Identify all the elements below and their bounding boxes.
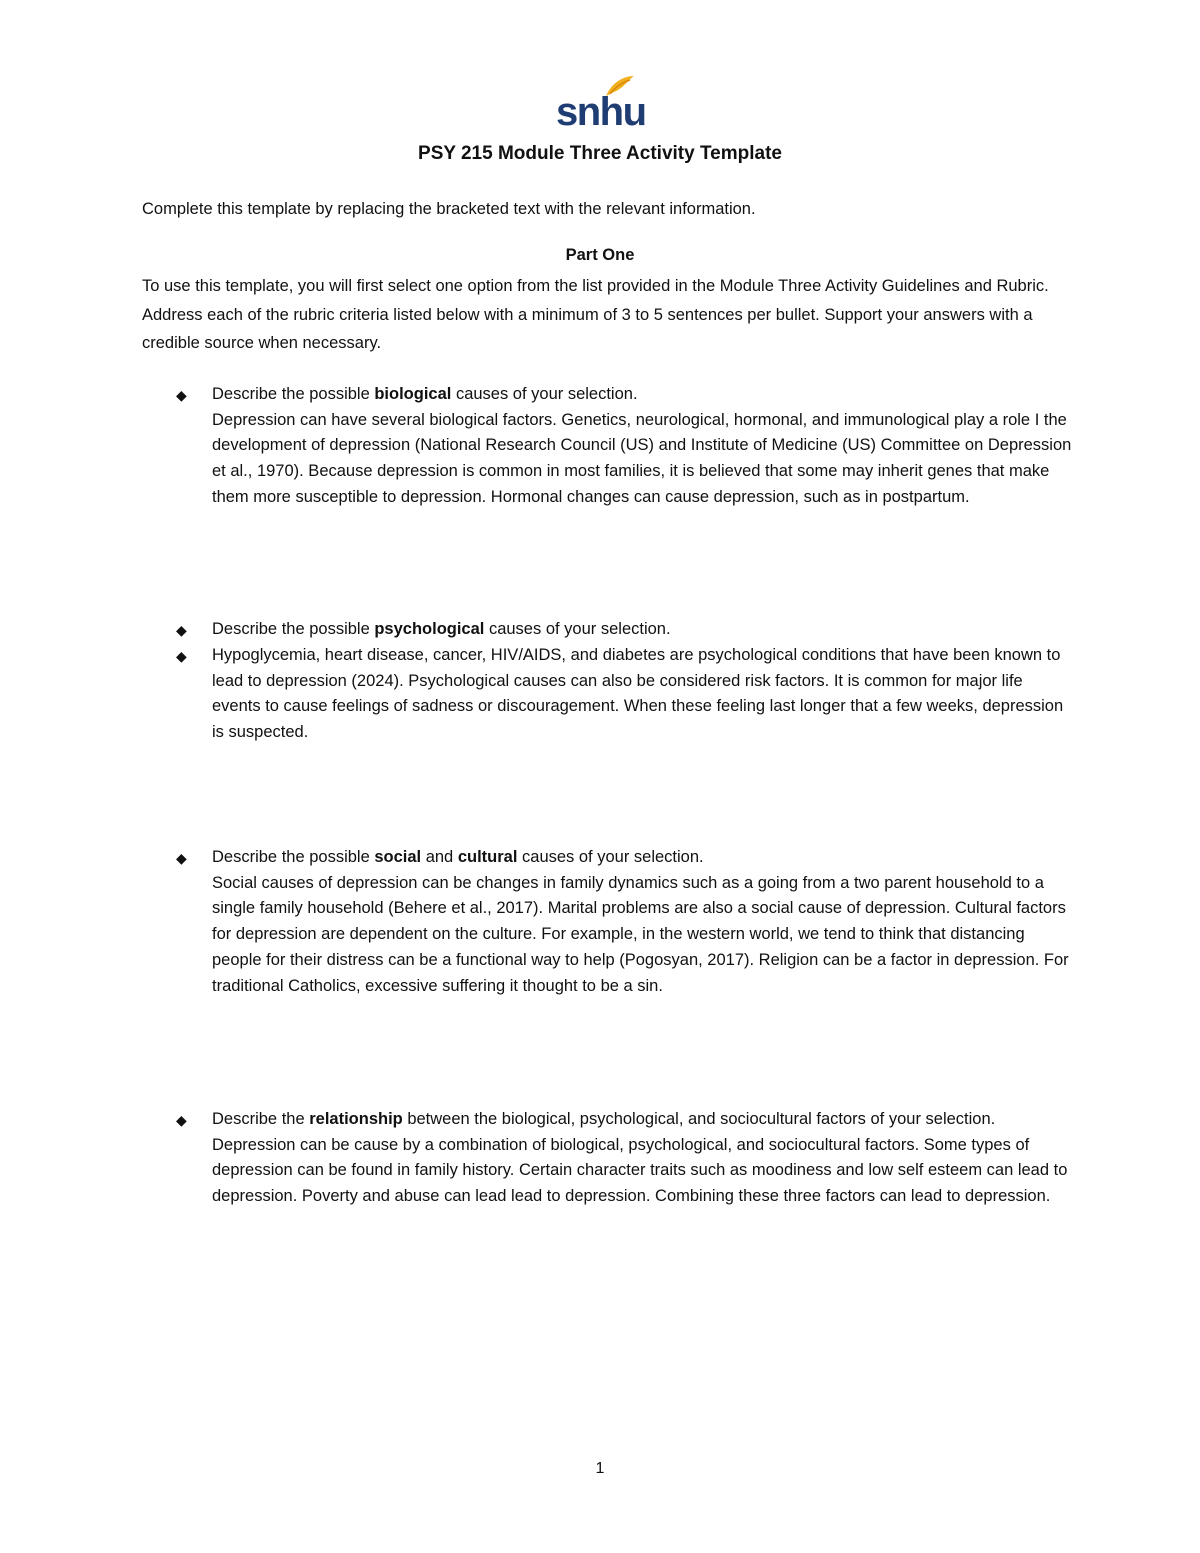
page-number: 1 xyxy=(595,1460,605,1477)
bullet-icon: ◆ xyxy=(176,387,187,403)
section-psychological-answer xyxy=(212,643,1072,746)
section-prompt-bold: biological xyxy=(374,385,452,403)
section-relationship xyxy=(212,1107,1072,1210)
logo-wordmark: snhu xyxy=(556,90,646,134)
section-prompt-post: between the biological, psychological, and sociocultural factors of your selection. xyxy=(402,1110,996,1128)
part-one-intro: To use this template, you will first select one option from the list provided in the Module Three Activity Guidelines and Rubric. Address each of the rubric criteria listed below with a minimum of 3 to 5 sentences per bullet. Support your answers with a credible source when necessary. xyxy=(142,277,1049,352)
bullet-icon: ◆ xyxy=(176,648,187,664)
bullet-icon: ◆ xyxy=(176,850,187,866)
bullet-icon: ◆ xyxy=(176,622,187,638)
section-prompt-bold: social xyxy=(374,848,422,866)
section-social-cultural xyxy=(212,845,1072,999)
document-title: PSY 215 Module Three Activity Template xyxy=(418,143,782,164)
section-prompt-mid: and xyxy=(421,848,458,866)
section-prompt-pre: Describe the possible xyxy=(212,848,375,866)
part-one-heading: Part One xyxy=(565,246,635,264)
section-answer: Social causes of depression can be changes in family dynamics such as a going from a two parent household to a single family household (Behere et al., 2017). Marital problems are also a social cause of depression. Cultural factors for depression are dependent on the culture. For example, in the western world, we tend to think that distancing people for their distress can be a functional way to help (Pogosyan, 2017). Religion can be a factor in depression. For traditional Catholics, excessive suffering it thought to be a sin. xyxy=(212,873,1069,995)
instructions-text: Complete this template by replacing the bracketed text with the relevant information. xyxy=(142,200,756,218)
section-prompt-bold: psychological xyxy=(374,620,485,638)
section-prompt-pre: Describe the possible xyxy=(212,385,375,403)
bullet-icon: ◆ xyxy=(176,1112,187,1128)
section-prompt-bold: relationship xyxy=(309,1110,403,1128)
section-prompt-pre: Describe the possible xyxy=(212,620,375,638)
section-prompt-post: causes of your selection. xyxy=(451,385,638,403)
section-prompt-bold-2: cultural xyxy=(457,848,518,866)
section-prompt-pre: Describe the xyxy=(212,1110,310,1128)
section-answer: Depression can be cause by a combination of biological, psychological, and sociocultural factors. Some types of depression can be found in family history. Certain character traits such as moodiness and low self esteem can lead to depression. Poverty and abuse can lead lead to depression. Combining these three factors can lead to depression. xyxy=(212,1135,1068,1206)
section-biological xyxy=(212,382,1072,511)
section-prompt-post: causes of your selection. xyxy=(484,620,671,638)
snhu-logo xyxy=(556,74,646,134)
section-prompt-post: causes of your selection. xyxy=(517,848,704,866)
section-psychological-prompt xyxy=(212,617,1072,643)
section-answer: Depression can have several biological factors. Genetics, neurological, hormonal, and immunological play a role I the development of depression (National Research Council (US) and Institute of Medicine (US) Committee on Depression et al., 1970). Because depression is common in most families, it is believed that some may inherit genes that make them more susceptible to depression. Hormonal changes can cause depression, such as in postpartum. xyxy=(212,410,1072,506)
section-answer: Hypoglycemia, heart disease, cancer, HIV/AIDS, and diabetes are psychological conditions that have been known to lead to depression (2024). Psychological causes can also be considered risk factors. It is common for major life events to cause feelings of sadness or discouragement. When these feeling last longer that a few weeks, depression is suspected. xyxy=(212,646,1064,742)
